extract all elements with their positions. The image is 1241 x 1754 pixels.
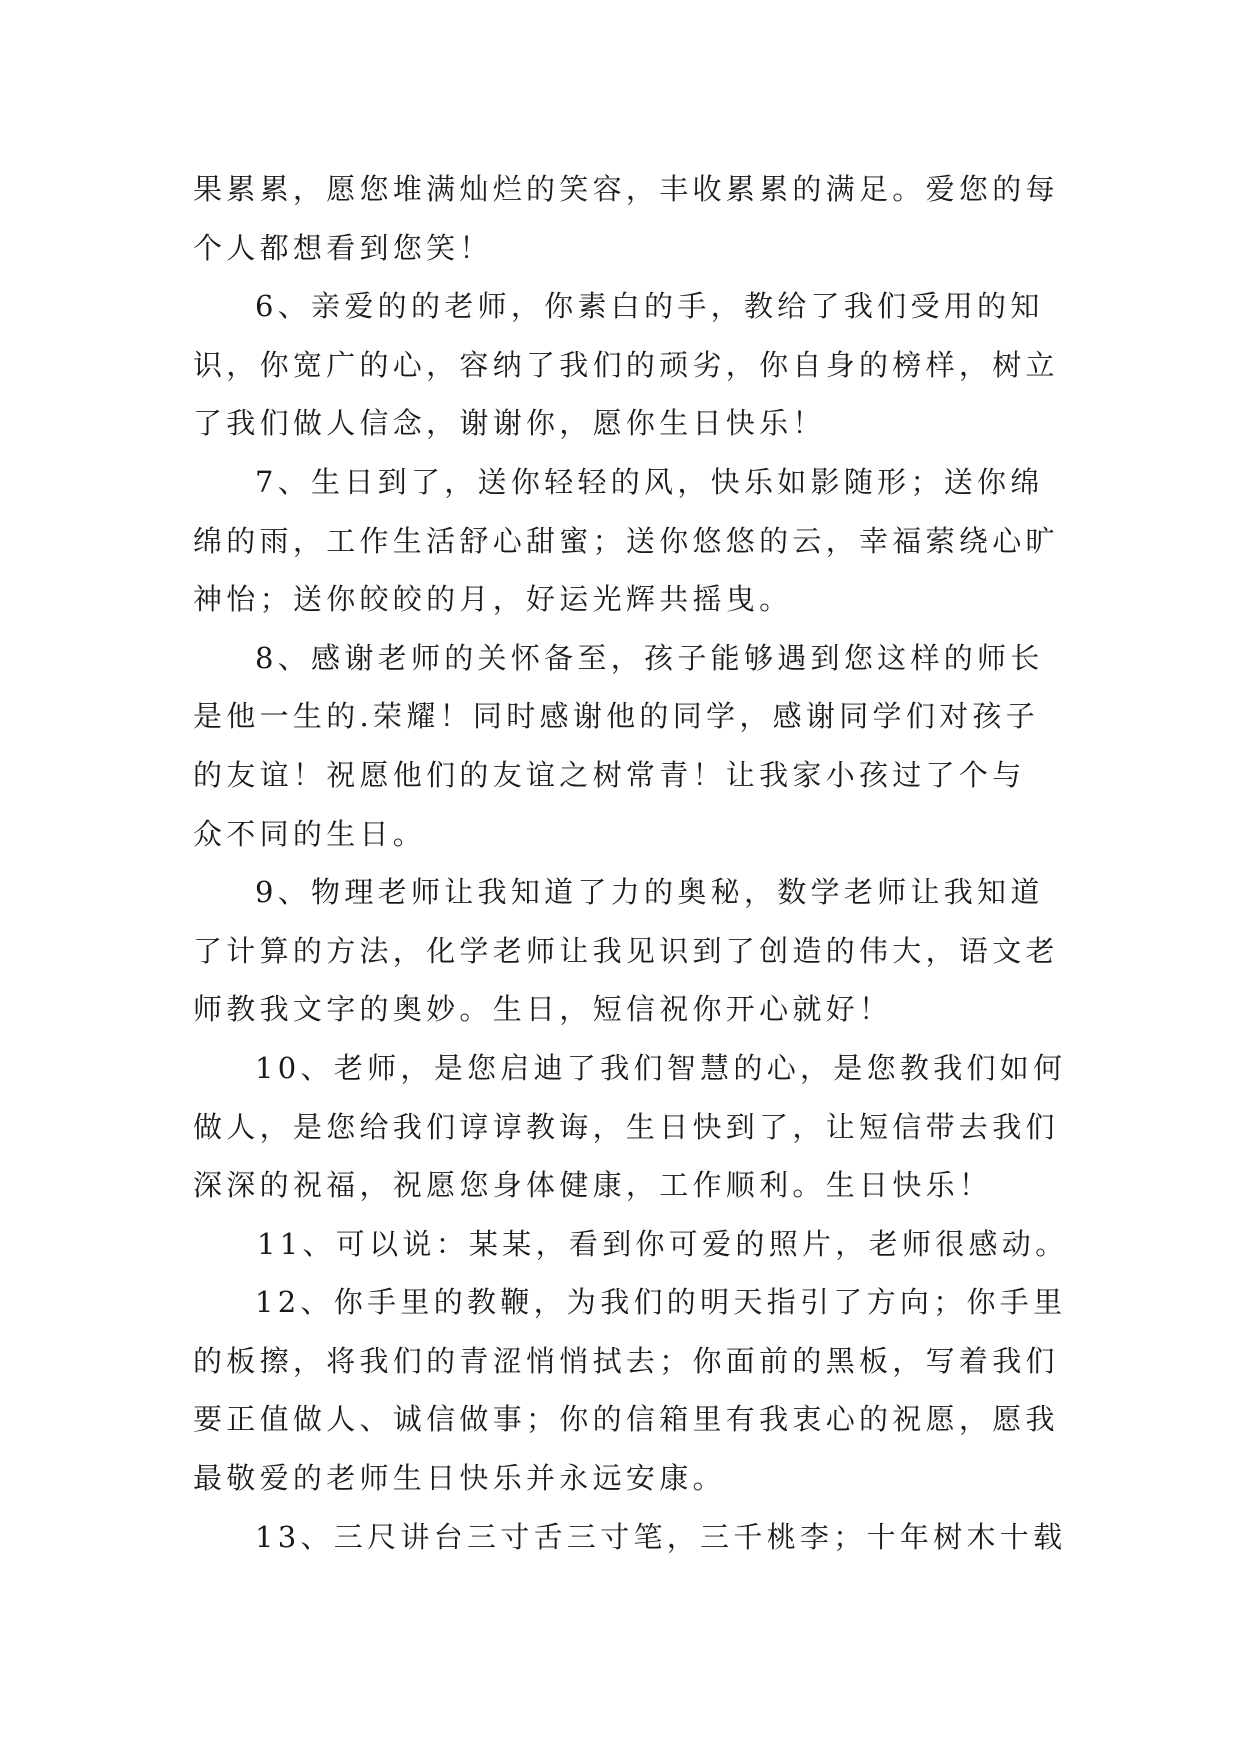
paragraph-start-8: 8、感谢老师的关怀备至，孩子能够遇到您这样的师长 xyxy=(255,640,1044,675)
paragraph-start-10: 10、老师，是您启迪了我们智慧的心，是您教我们如何 xyxy=(255,1050,1067,1085)
text-line: 要正值做人、诚信做事；你的信箱里有我衷心的祝愿，愿我 xyxy=(193,1402,1059,1437)
text-line: 神怡；送你皎皎的月，好运光辉共摇曳。 xyxy=(193,582,793,617)
paragraph-start-7: 7、生日到了，送你轻轻的风，快乐如影随形；送你绵 xyxy=(255,464,1044,499)
text-line: 是他一生的.荣耀！同时感谢他的同学，感谢同学们对孩子 xyxy=(193,699,1040,734)
text-line: 绵的雨，工作生活舒心甜蜜；送你悠悠的云，幸福萦绕心旷 xyxy=(193,523,1059,558)
paragraph-start-11: 11、可以说：某某，看到你可爱的照片，老师很感动。 xyxy=(257,1226,1069,1261)
text-line: 的友谊！祝愿他们的友谊之树常青！让我家小孩过了个与 xyxy=(193,757,1026,792)
text-line: 做人，是您给我们谆谆教诲，生日快到了，让短信带去我们 xyxy=(193,1109,1059,1144)
paragraph-start-12: 12、你手里的教鞭，为我们的明天指引了方向；你手里 xyxy=(255,1285,1067,1320)
text-line: 了计算的方法，化学老师让我见识到了创造的伟大，语文老 xyxy=(193,933,1059,968)
text-line: 个人都想看到您笑！ xyxy=(193,230,493,265)
document-body xyxy=(193,160,1069,1566)
paragraph-start-13: 13、三尺讲台三寸舌三寸笔，三千桃李；十年树木十载 xyxy=(255,1519,1067,1554)
text-line: 众不同的生日。 xyxy=(193,816,427,851)
text-line: 了我们做人信念，谢谢你，愿你生日快乐！ xyxy=(193,406,826,441)
paragraph-start-9: 9、物理老师让我知道了力的奥秘，数学老师让我知道 xyxy=(255,875,1044,910)
text-line: 识，你宽广的心，容纳了我们的顽劣，你自身的榜样，树立 xyxy=(193,347,1059,382)
text-line: 深深的祝福，祝愿您身体健康，工作顺利。生日快乐！ xyxy=(193,1168,993,1203)
text-line: 果累累，愿您堆满灿烂的笑容，丰收累累的满足。爱您的每 xyxy=(193,172,1059,206)
text-line: 最敬爱的老师生日快乐并永远安康。 xyxy=(193,1461,726,1496)
text-line: 的板擦，将我们的青涩悄悄拭去；你面前的黑板，写着我们 xyxy=(193,1343,1059,1378)
paragraph-start-6: 6、亲爱的的老师，你素白的手，教给了我们受用的知 xyxy=(255,289,1044,324)
text-line: 师教我文字的奥妙。生日，短信祝你开心就好！ xyxy=(193,992,893,1027)
